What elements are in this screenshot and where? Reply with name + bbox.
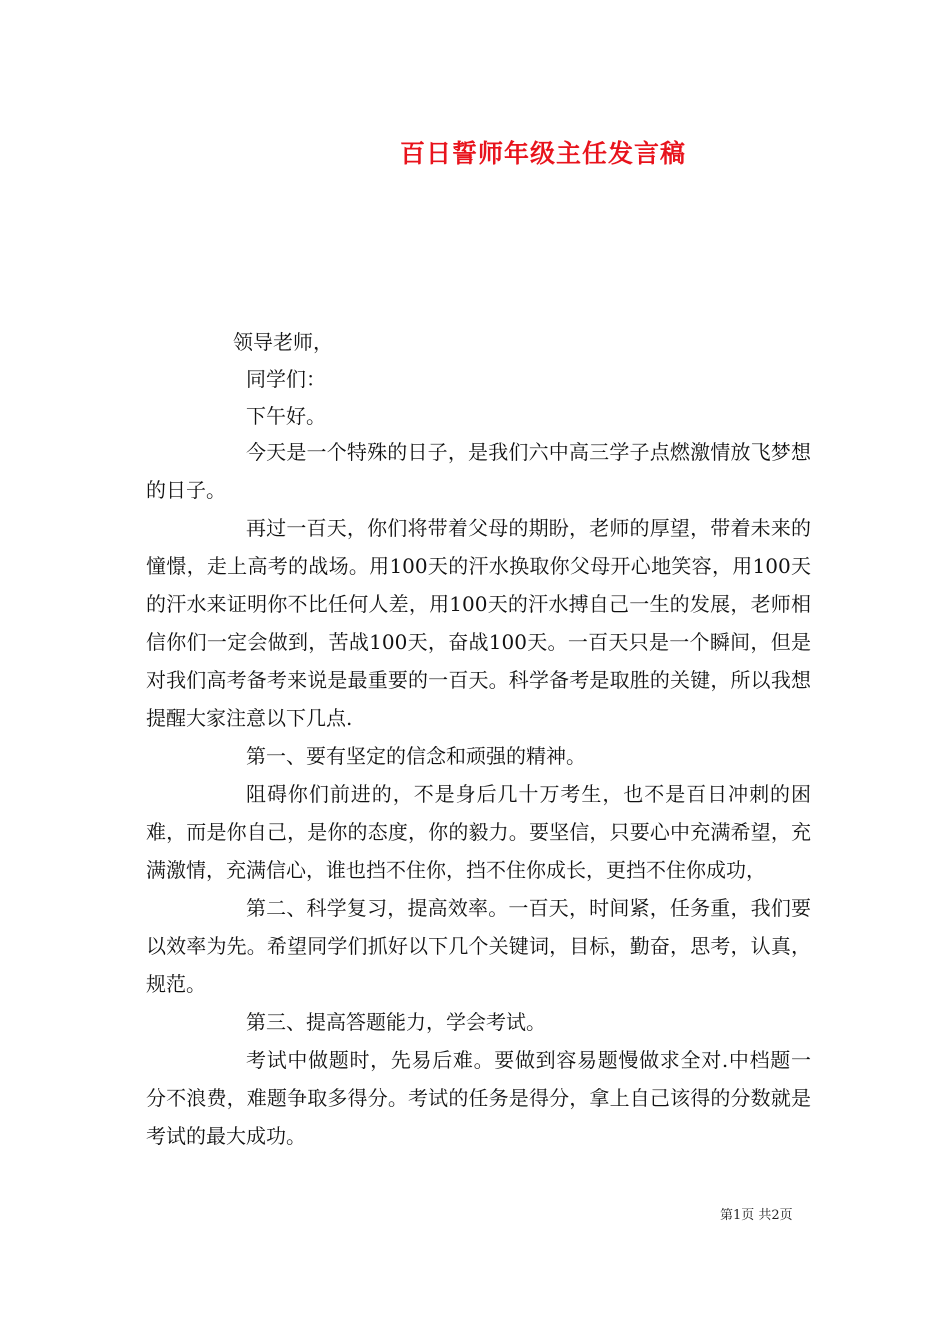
paragraph-point-one-heading: 第一、要有坚定的信念和顽强的精神。 xyxy=(246,744,586,768)
paragraph-point-one-body: 阻碍你们前进的，不是身后几十万考生，也不是百日冲刺的困难，而是你自己，是你的态度，你的毅力。要坚信，只要心中充满希望，充满激情，充满信心，谁也挡不住你，挡不住你成长，更挡不住你成功， xyxy=(146,782,811,882)
paragraph-intro: 今天是一个特殊的日子，是我们六中高三学子点燃激情放飞梦想的日子。 xyxy=(146,440,811,502)
paragraph-point-three-body: 考试中做题时，先易后难。要做到容易题慢做求全对.中档题一分不浪费，难题争取多得分。考试的任务是得分，拿上自己该得的分数就是考试的最大成功。 xyxy=(146,1048,811,1148)
paragraph-hundred-days: 再过一百天，你们将带着父母的期盼，老师的厚望，带着未来的憧憬，走上高考的战场。用100天的汗水换取你父母开心地笑容，用100天的汗水来证明你不比任何人差，用100天的汗水搏自己一生的发展，老师相信你们一定会做到，苦战100天，奋战100天。一百天只是一个瞬间，但是对我们高考备考来说是最重要的一百天。科学备考是取胜的关键，所以我想提醒大家注意以下几点. xyxy=(146,516,811,730)
document-title: 百日誓师年级主任发言稿 xyxy=(400,139,687,168)
paragraph-point-three-heading: 第三、提高答题能力，学会考试。 xyxy=(246,1010,546,1034)
salutation-leaders: 领导老师， xyxy=(233,330,333,354)
greeting: 下午好。 xyxy=(246,404,326,428)
paragraph-point-two: 第二、科学复习，提高效率。一百天，时间紧，任务重，我们要以效率为先。希望同学们抓好以下几个关键词，目标，勤奋，思考，认真，规范。 xyxy=(146,896,811,996)
page-number: 第1页 共2页 xyxy=(720,1208,793,1223)
salutation-students: 同学们： xyxy=(246,367,326,391)
speech-body xyxy=(146,433,811,1155)
